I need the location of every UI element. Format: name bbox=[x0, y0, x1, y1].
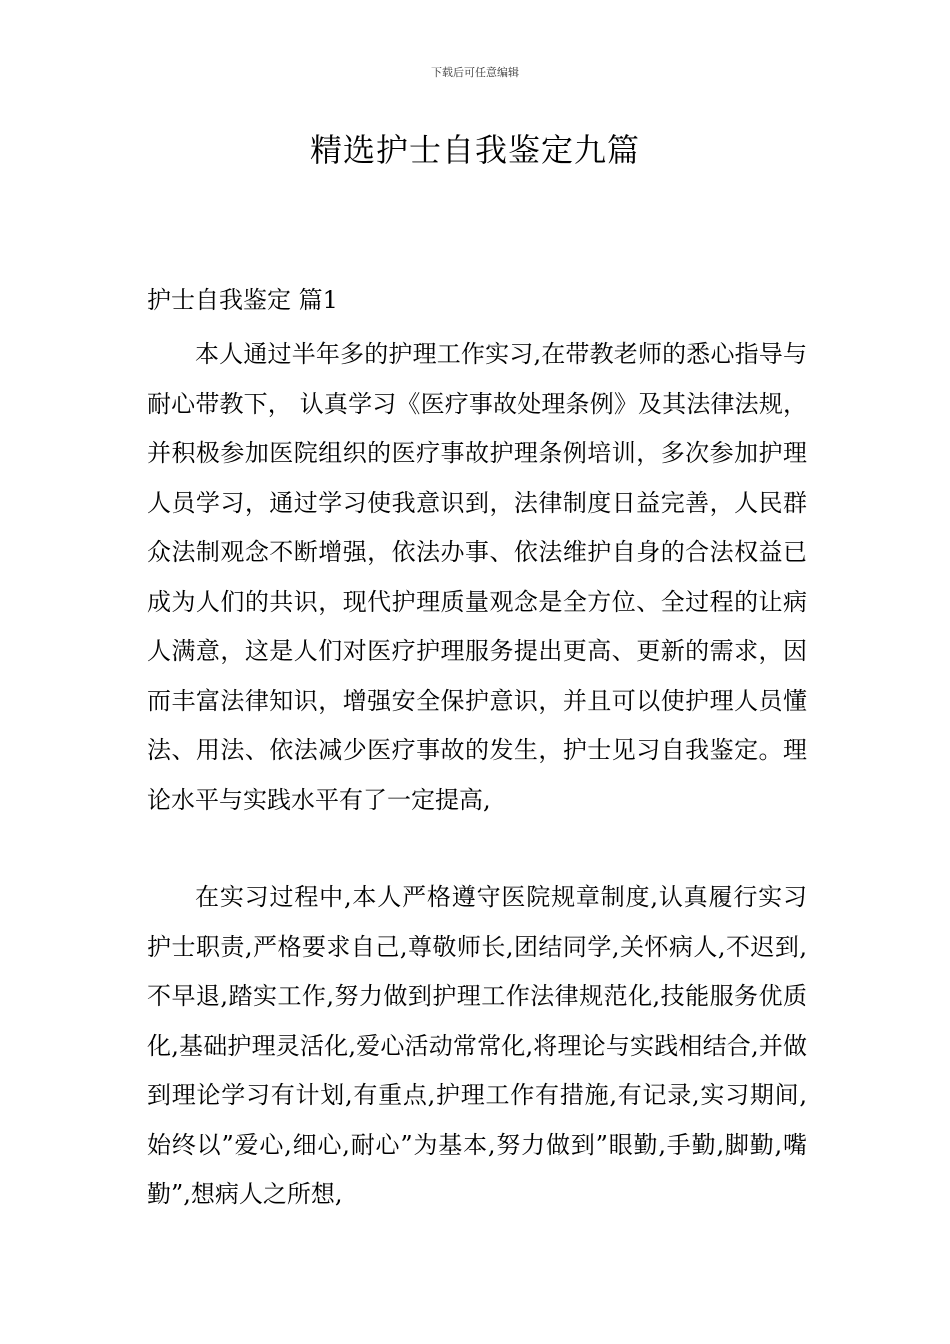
section-heading: 护士自我鉴定 篇1 bbox=[147, 286, 338, 314]
header-note: 下载后可任意编辑 bbox=[431, 66, 519, 79]
document-title: 精选护士自我鉴定九篇 bbox=[309, 131, 640, 169]
body-paragraph: 本人通过半年多的护理工作实习,在带教老师的悉心指导与耐心带教下， 认真学习《医疗事故处理条例》及其法律法规，并积极参加医院组织的医疗事故护理条例培训，多次参加护理人员学习，通过学习使我意识到，法律制度日益完善，人民群众法制观念不断增强，依法办事、依法维护自身的合法权益已成为人们的共识，现代护理质量观念是全方位、全过程的让病人满意，这是人们对医疗护理服务提出更高、更新的需求，因而丰富法律知识，增强安全保护意识，并且可以使护理人员懂法、用法、依法减少医疗事故的发生，护士见习自我鉴定。理论水平与实践水平有了一定提高, bbox=[147, 340, 807, 814]
body-paragraph: 在实习过程中,本人严格遵守医院规章制度,认真履行实习护士职责,严格要求自己,尊敬师长,团结同学,关怀病人,不迟到,不早退,踏实工作,努力做到护理工作法律规范化,技能服务优质化,基础护理灵活化,爱心活动常常化,将理论与实践相结合,并做到理论学习有计划,有重点,护理工作有措施,有记录,实习期间,始终以”爱心,细心,耐心”为基本,努力做到”眼勤,手勤,脚勤,嘴勤”,想病人之所想, bbox=[147, 883, 807, 1208]
